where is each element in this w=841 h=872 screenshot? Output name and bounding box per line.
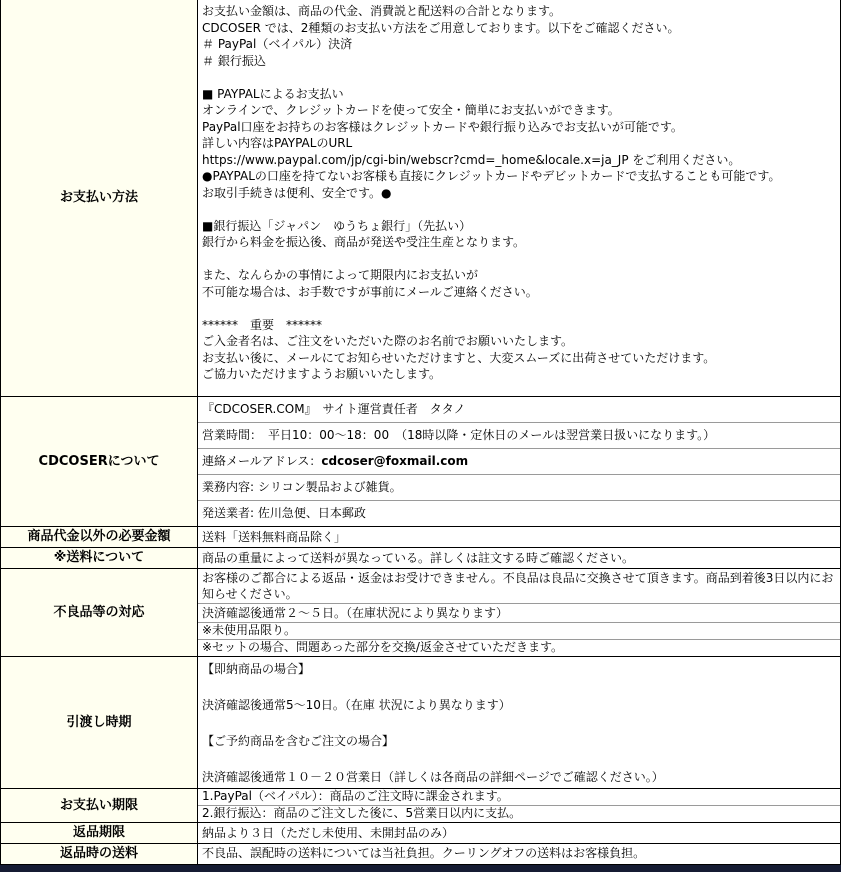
text-line [202,69,836,86]
text-line: PayPal口座をお持ちのお客様はクレジットカードや銀行振り込みでお支払いが可能です。 [202,119,683,134]
payment-method-label: お支払い方法 [1,0,198,396]
row-defective [1,569,840,657]
text-line: https://www.paypal.com/jp/cgi-bin/webscr?cmd=_home&locale.x=ja_JP をご利用ください。 [202,152,741,167]
row-return-shipping [1,844,840,865]
return-deadline-label: 返品期限 [1,823,198,843]
text-line [202,251,836,268]
text-line: 決済確認後通常１０－２０営業日（詳しくは各商品の詳細ページでご確認ください。） [202,770,664,784]
text-line: 【ご予約商品を含むご注文の場合】 [202,734,395,748]
payment-deadline-label: お支払い期限 [1,789,198,822]
row-delivery [1,657,840,789]
return-deadline-text: 納品より３日（ただし未使用、未開封品のみ） [202,826,455,840]
defective-set-note: ※セットの場合、問題あった部分を交換/返金させていただきます。 [202,640,564,654]
row-shipping-note [1,548,840,569]
row-payment-deadline [1,789,840,823]
text-line: ****** 重要 ****** [202,317,323,332]
text-line [202,300,836,317]
return-deadline-content [198,823,840,843]
text-line: 詳しい内容はPAYPALのURL [202,136,353,150]
text-line: ご入金者名は、ご注文をいただいた際のお名前でお願いいたします。 [202,334,574,348]
row-about [1,397,840,527]
text-line [202,750,836,768]
text-line: 銀行から料金を振込後、商品が発送や受注生産となります。 [202,235,526,249]
return-shipping-text: 不良品、誤配時の送料については当社負担。クーリングオフの送料はお客様負担。 [202,846,646,860]
text-line: 不可能な場合は、お手数ですが事前にメールご連絡ください。 [202,284,538,299]
text-line: お支払い金額は、商品の代金、消費説と配送料の合計となります。 [202,4,562,18]
about-site-operator: 『CDCOSER.COM』 サイト運営責任者 タタノ [198,397,840,423]
delivery-content [198,657,840,788]
text-line: 【即納商品の場合】 [202,662,311,676]
text-line: オンラインで、クレジットカードを使って安全・簡単にお支払いができます。 [202,103,620,117]
text-line: お取引手続きは便利、安全です。● [202,185,392,200]
defective-content [198,569,840,656]
defective-label: 不良品等の対応 [1,569,198,656]
text-line [202,678,836,696]
shipping-note-content [198,548,840,568]
text-line: ■銀行振込「ジャパン ゆうちょ銀行」（先払い） [202,218,472,233]
defective-processing-time: 決済確認後通常２〜５日。（在庫状況により異なります） [198,604,840,623]
about-contact-email-row [198,449,840,475]
contact-email-prefix: 連絡メールアドレス： [202,454,322,468]
about-label: CDCOSERについて [1,397,198,526]
row-return-deadline [1,823,840,844]
text-line: また、なんらかの事情によって期限内にお支払いが [202,268,479,282]
extra-fees-label: 商品代金以外の必要金額 [1,527,198,547]
extra-fees-content [198,527,840,547]
text-line: 決済確認後通常5〜10日。（在庫 状況により異なります） [202,698,511,712]
payment-method-content [198,0,840,396]
payment-deadline-paypal: 1.PayPal（ベイパル）：商品のご注文時に課金されます。 [198,789,840,806]
about-shippers: 発送業者: 佐川急便、日本郵政 [202,506,366,520]
return-shipping-label: 返品時の送料 [1,844,198,864]
shipping-note-label: ※送料について [1,548,198,568]
defective-policy: お客様のご都合による返品・返金はお受けできません。不良品は良品に交換させて頂きます。商品到着後3日以内にお知らせください。 [198,569,840,604]
text-line: CDCOSER では、2種類のお支払い方法をご用意しております。以下をご確認ください。 [202,20,680,35]
return-shipping-content [198,844,840,864]
footer-bar [0,865,841,872]
text-line: ご協力いただけますようお願いいたします。 [202,367,442,381]
payment-deadline-bank: 2.銀行振込：商品のご注文した後に、5営業日以内に支払。 [202,806,522,820]
row-extra-fees [1,527,840,548]
text-line [202,201,836,218]
about-content [198,397,840,526]
extra-fees-text: 送料「送料無料商品除く」 [202,530,347,544]
shipping-note-text: 商品の重量によって送料が異なっている。詳しくは註文する時ご確認ください。 [202,551,635,565]
about-business-content: 業務内容: シリコン製品および雑貨。 [198,475,840,501]
text-line: ＃ 銀行振込 [202,53,266,68]
defective-unused-only: ※未使用品限り。 [198,623,840,640]
payment-deadline-content [198,789,840,822]
text-line: ＃ PayPal（ベイパル）決済 [202,37,353,51]
row-payment-method [1,0,840,397]
text-line: ●PAYPALの口座を持てないお客様も直接にクレジットカードやデビットカードで支払することも可能です。 [202,169,781,183]
text-line [202,714,836,732]
about-business-hours: 営業時間： 平日10：00〜18：00 （18時以降・定休日のメールは翌営業日扱いになります。） [198,423,840,449]
text-line: お支払い後に、メールにてお知らせいただけますと、大変スムーズに出荷させていただけます。 [202,350,716,365]
text-line: ■ PAYPALによるお支払い [202,86,344,101]
delivery-label: 引渡し時期 [1,657,198,788]
contact-email: cdcoser@foxmail.com [321,454,469,468]
